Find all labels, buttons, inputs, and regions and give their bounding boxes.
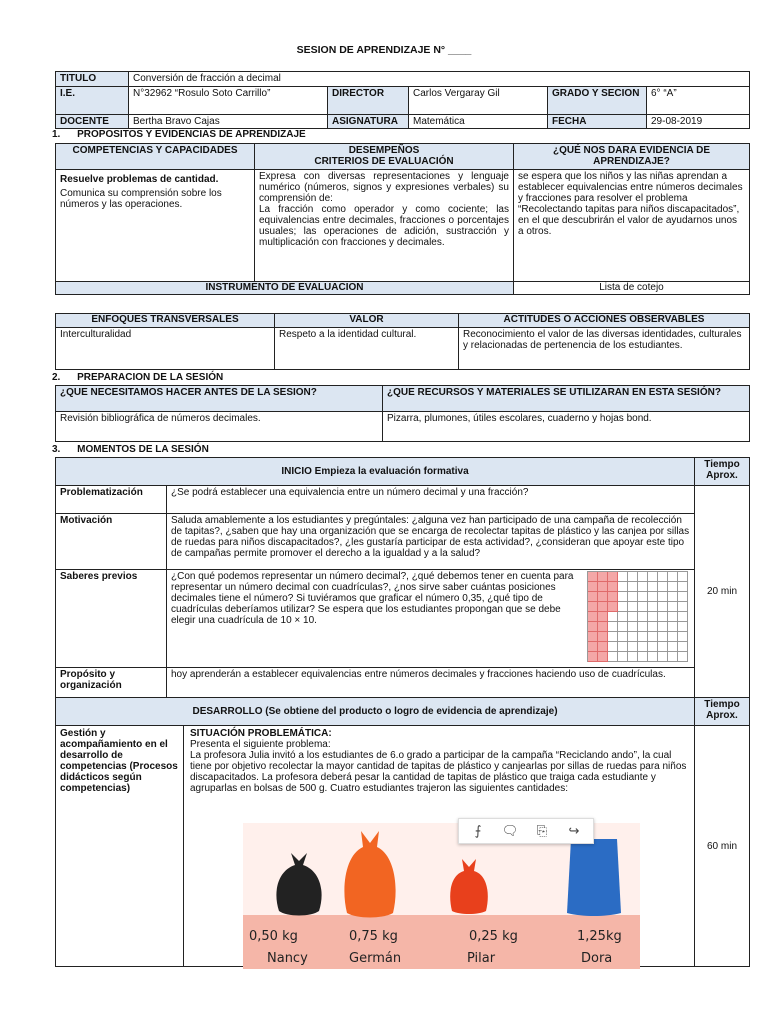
situacion-problema: La profesora Julia invitó a los estudiantes de 6.o grado a participar de la campaña “Reciclando ando”, la cual tiene por objetivo recolectar la mayor cantidad de tapitas de plástico y canjearlas por sillas de ruedas para niños discapacitados. La profesora deberá pesar la cantidad de tapitas de plástico que traiga cada estudiante y agruparlas en bolsas de 500 g. Cuatro estudiantes trajeron las siguientes cantidades: bbox=[190, 750, 687, 794]
section-2-num: 2. bbox=[52, 372, 61, 383]
preparacion-table bbox=[55, 385, 750, 442]
docente-label: DOCENTE bbox=[56, 115, 129, 129]
copy-icon[interactable]: ⎘ bbox=[536, 823, 548, 838]
section-3-title: MOMENTOS DE LA SESIÓN bbox=[77, 444, 209, 455]
page-title: SESION DE APRENDIZAJE N° ____ bbox=[296, 44, 472, 56]
proposito-label: Propósito y organización bbox=[56, 668, 167, 698]
director-value: Carlos Vergaray Gil bbox=[409, 87, 548, 115]
col-desempenos-b: CRITERIOS DE EVALUACIÓN bbox=[314, 156, 454, 167]
problematizacion-label: Problematización bbox=[56, 486, 167, 514]
info-table bbox=[55, 71, 750, 129]
actitud-value: Reconocimiento el valor de las diversas identidades, culturales y relacionadas de pertenencia de los estudiantes. bbox=[459, 328, 750, 370]
fecha-label: FECHA bbox=[548, 115, 647, 129]
comment-icon[interactable]: 🗨 bbox=[501, 823, 519, 838]
problematizacion-text: ¿Se podrá establecer una equivalencia entre un número decimal y una fracción? bbox=[167, 486, 695, 514]
situacion-title: SITUACIÓN PROBLEMÁTICA: bbox=[190, 728, 332, 739]
ie-label: I.E. bbox=[56, 87, 129, 115]
titulo-value: Conversión de fracción a decimal bbox=[129, 72, 750, 87]
desempeno-text-2: La fracción como operador y como cociente; las equivalencias entre decimales, fracciones o porcentajes usuales; las operaciones de adición, sustracción y multiplicación con fracciones y decimales. bbox=[259, 204, 509, 248]
bag-blue bbox=[561, 833, 627, 917]
instrumento-label: INSTRUMENTO DE EVALUACION bbox=[56, 282, 514, 295]
evidencia-cell: se espera que los niños y las niñas aprendan a establecer equivalencias entre números decimales y fracciones para resolver el problema “Recolectando tapitas para niños discapacitados”, en el que descubrirán el valor de ayudarnos unos a otros. bbox=[514, 170, 750, 282]
bag-name-german: Germán bbox=[349, 951, 402, 966]
desempeno-cell bbox=[255, 170, 514, 282]
tiempo-header-1: Tiempo Aprox. bbox=[695, 458, 750, 486]
instrumento-value: Lista de cotejo bbox=[514, 282, 750, 295]
share-icon[interactable]: ↪ bbox=[568, 823, 580, 838]
floating-toolbar bbox=[458, 818, 594, 844]
col-hacer: ¿QUE NECESITAMOS HACER ANTES DE LA SESION? bbox=[56, 386, 383, 412]
col-desempenos-a: DESEMPEÑOS bbox=[348, 145, 420, 156]
section-1-heading bbox=[52, 129, 306, 140]
bag-orange-small bbox=[446, 857, 492, 915]
inicio-header: INICIO Empieza la evaluación formativa bbox=[56, 458, 695, 486]
enfoques-table bbox=[55, 313, 750, 370]
translate-icon[interactable]: ⨍ bbox=[474, 823, 482, 838]
section-3-heading bbox=[52, 444, 209, 455]
titulo-label: TITULO bbox=[56, 72, 129, 87]
bag-name-pilar: Pilar bbox=[467, 951, 496, 966]
section-3-num: 3. bbox=[52, 444, 61, 455]
grid-illustration bbox=[587, 571, 688, 662]
col-actitudes: ACTITUDES O ACCIONES OBSERVABLES bbox=[459, 314, 750, 328]
desempeno-text: Expresa con diversas representaciones y lenguaje numérico (números, signos y expresiones verbales) su comprensión de: bbox=[259, 171, 509, 204]
ie-value: N°32962 “Rosulo Soto Carrillo” bbox=[129, 87, 328, 115]
section-2-heading bbox=[52, 372, 223, 383]
gestion-label: Gestión y acompañamiento en el desarrollo de competencias (Procesos didácticos según competencias) bbox=[56, 726, 184, 966]
section-1-num: 1. bbox=[52, 129, 61, 140]
bag-orange-large bbox=[339, 829, 401, 919]
propositos-table bbox=[55, 143, 750, 295]
col-evidencia: ¿QUÉ NOS DARA EVIDENCIA DE APRENDIZAJE? bbox=[514, 144, 750, 170]
asignatura-value: Matemática bbox=[409, 115, 548, 129]
bag-weight-german: 0,75 kg bbox=[349, 929, 398, 944]
grado-value: 6° “A” bbox=[647, 87, 750, 115]
section-1-title: PROPOSITOS Y EVIDENCIAS DE APRENDIZAJE bbox=[77, 129, 306, 140]
desarrollo-header: DESARROLLO (Se obtiene del producto o logro de evidencia de aprendizaje) bbox=[56, 698, 695, 726]
fecha-value: 29-08-2019 bbox=[647, 115, 750, 129]
tiempo-inicio: 20 min bbox=[695, 486, 750, 698]
enfoque-value: Interculturalidad bbox=[56, 328, 275, 370]
bag-name-nancy: Nancy bbox=[267, 951, 308, 966]
bag-name-dora: Dora bbox=[581, 951, 613, 966]
col-competencias: COMPETENCIAS Y CAPACIDADES bbox=[56, 144, 255, 170]
tiempo-desarrollo: 60 min bbox=[695, 726, 750, 967]
bag-weight-pilar: 0,25 kg bbox=[469, 929, 518, 944]
competencia-title: Resuelve problemas de cantidad. bbox=[60, 174, 219, 185]
saberes-cell bbox=[167, 570, 695, 668]
situacion-presenta: Presenta el siguiente problema: bbox=[190, 739, 331, 750]
section-2-title: PREPARACION DE LA SESIÓN bbox=[77, 372, 224, 383]
valor-value: Respeto a la identidad cultural. bbox=[275, 328, 459, 370]
col-valor: VALOR bbox=[275, 314, 459, 328]
asignatura-label: ASIGNATURA bbox=[328, 115, 409, 129]
hacer-value: Revisión bibliográfica de números decimales. bbox=[56, 412, 383, 442]
director-label: DIRECTOR bbox=[328, 87, 409, 115]
col-enfoques: ENFOQUES TRANSVERSALES bbox=[56, 314, 275, 328]
competencia-cell bbox=[56, 170, 255, 282]
motivacion-label: Motivación bbox=[56, 514, 167, 570]
col-recursos: ¿QUE RECURSOS Y MATERIALES SE UTILIZARAN EN ESTA SESIÓN? bbox=[383, 386, 750, 412]
bags-illustration bbox=[243, 823, 640, 969]
bag-weight-dora: 1,25kg bbox=[577, 929, 622, 944]
docente-value: Bertha Bravo Cajas bbox=[129, 115, 328, 129]
col-desempenos bbox=[255, 144, 514, 170]
bag-black bbox=[271, 849, 327, 917]
competencia-text: Comunica su comprensión sobre los números y las operaciones. bbox=[60, 188, 222, 210]
saberes-text: ¿Con qué podemos representar un número decimal?, ¿qué debemos tener en cuenta para representar un número decimal con cuadrículas?, ¿nos sirve saber cuántas posiciones decimales tiene el número? Si tuviéramos que graficar el número 0,35, ¿qué tipo de cuadrículas deberíamos utilizar? Se espera que los estudiantes propongan que se debe elegir una cuadrícula de 10 × 10. bbox=[171, 571, 574, 626]
proposito-text: hoy aprenderán a establecer equivalencias entre números decimales y fracciones haciendo uso de cuadrículas. bbox=[167, 668, 695, 698]
bag-weight-nancy: 0,50 kg bbox=[249, 929, 298, 944]
motivacion-text: Saluda amablemente a los estudiantes y pregúntales: ¿alguna vez han participado de una campaña de recolección de tapitas?, ¿saben que hay una organización que se encarga de recolectar tapitas de plástico y las canjea por sillas de ruedas para niños discapacitados?, ¿les gustaría participar de esta actividad?, ¿consideran que apoyar este tipo de campañas permite promover el derecho a la igualdad y a la salud? bbox=[167, 514, 695, 570]
saberes-label: Saberes previos bbox=[56, 570, 167, 668]
grado-label: GRADO Y SECION bbox=[548, 87, 647, 115]
tiempo-header-2: Tiempo Aprox. bbox=[695, 698, 750, 726]
recursos-value: Pizarra, plumones, útiles escolares, cuaderno y hojas bond. bbox=[383, 412, 750, 442]
